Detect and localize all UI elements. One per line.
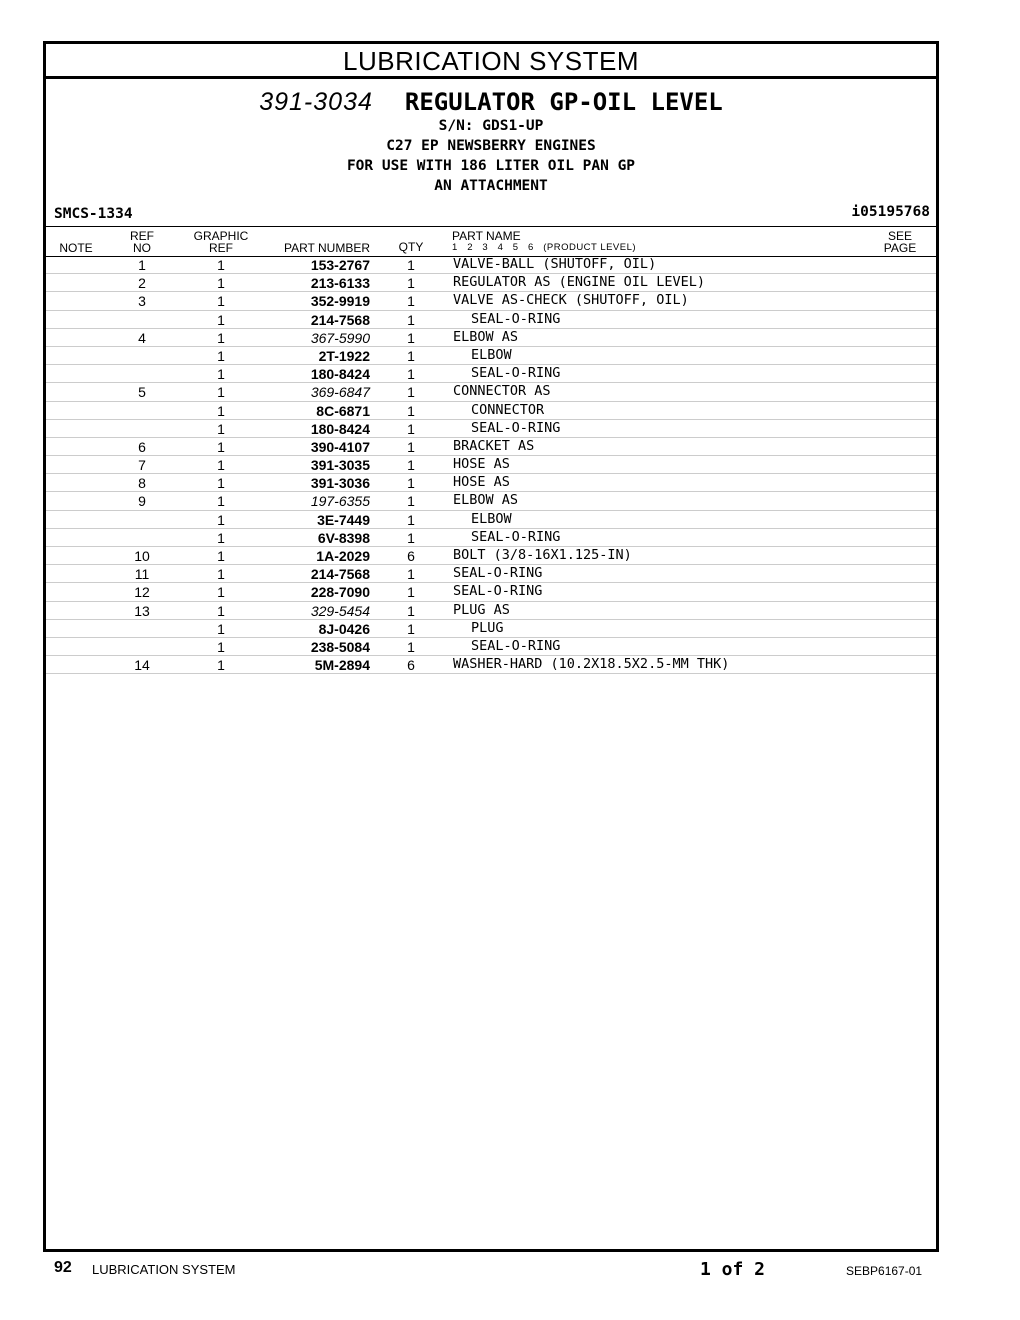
qty: 1 [407, 420, 415, 437]
table-row [46, 420, 936, 438]
table-row [46, 402, 936, 420]
ref-no: 10 [134, 548, 150, 564]
table-row [46, 274, 936, 292]
table-row [46, 602, 936, 620]
part-number: 3E-7449 [317, 511, 370, 528]
part-name: SEAL-O-RING [471, 365, 561, 382]
part-number: 391-3035 [310, 457, 370, 474]
graphic-ref: 1 [217, 457, 225, 474]
graphic-ref: 1 [217, 511, 225, 528]
part-number: 391-3036 [310, 475, 370, 492]
part-name: SEAL-O-RING [453, 565, 543, 582]
qty: 1 [407, 566, 415, 583]
section-title: LUBRICATION SYSTEM [46, 44, 936, 79]
id-row [46, 204, 936, 224]
ref-no: 1 [138, 257, 146, 273]
table-row [46, 620, 936, 638]
part-number: 8J-0426 [318, 620, 370, 637]
qty: 1 [407, 584, 415, 601]
part-name: SEAL-O-RING [471, 528, 561, 545]
graphic-ref: 1 [217, 420, 225, 437]
table-row [46, 292, 936, 310]
qty: 1 [407, 257, 415, 273]
table-row [46, 583, 936, 601]
ref-no: 14 [134, 657, 150, 674]
qty: 1 [407, 347, 415, 364]
part-number: 5M-2894 [314, 657, 370, 674]
part-name: SEAL-O-RING [471, 637, 561, 654]
graphic-ref: 1 [217, 329, 225, 346]
part-number: 238-5084 [310, 638, 370, 655]
table-row [46, 511, 936, 529]
table-row [46, 474, 936, 492]
footer-section-title: LUBRICATION SYSTEM [92, 1262, 236, 1277]
col-note: NOTE [59, 241, 93, 255]
qty: 6 [407, 548, 415, 564]
table-row [46, 438, 936, 456]
part-number: 214-7568 [310, 566, 370, 583]
qty: 1 [407, 329, 415, 346]
part-number: 8C-6871 [316, 402, 370, 419]
graphic-ref: 1 [217, 493, 225, 510]
col-part-number: PART NUMBER [283, 241, 370, 255]
graphic-ref: 1 [217, 529, 225, 546]
ref-no: 8 [138, 475, 146, 492]
part-name: PLUG AS [453, 601, 510, 618]
part-number: 2T-1922 [318, 347, 370, 364]
part-name: ELBOW AS [453, 328, 519, 345]
part-name: ELBOW [471, 346, 512, 363]
ref-no: 4 [138, 329, 146, 346]
part-number: 180-8424 [310, 366, 370, 383]
group-title [46, 88, 936, 116]
smcs-code: SMCS-1334 [54, 206, 133, 222]
part-number: 197-6355 [310, 493, 370, 510]
part-number: 369-6847 [310, 384, 370, 401]
part-number: 180-8424 [310, 420, 370, 437]
part-name: SEAL-O-RING [471, 310, 561, 327]
part-name: PLUG [471, 619, 504, 636]
engine-line: C27 EP NEWSBERRY ENGINES [386, 138, 596, 154]
ref-no: 5 [138, 384, 146, 401]
ref-no: 12 [134, 584, 150, 601]
part-number: 213-6133 [310, 275, 370, 292]
col-part-name: PART NAME [452, 229, 521, 243]
part-number: 1A-2029 [316, 548, 370, 564]
part-number: 228-7090 [310, 584, 370, 601]
ref-no: 9 [138, 493, 146, 510]
part-name: ELBOW [471, 510, 512, 527]
graphic-ref: 1 [217, 620, 225, 637]
part-name: CONNECTOR AS [453, 383, 551, 400]
graphic-ref: 1 [217, 257, 225, 273]
col-ref-top: REF [130, 229, 154, 243]
col-graphic-bottom: REF [209, 241, 233, 255]
part-name: SEAL-O-RING [471, 419, 561, 436]
table-row [46, 656, 936, 674]
qty: 1 [407, 529, 415, 546]
graphic-ref: 1 [217, 366, 225, 383]
qty: 1 [407, 384, 415, 401]
ref-no: 6 [138, 438, 146, 455]
qty: 1 [407, 275, 415, 292]
qty: 1 [407, 366, 415, 383]
table-row [46, 565, 936, 583]
attachment-line: AN ATTACHMENT [434, 178, 548, 194]
serial-line: S/N: GDS1-UP [438, 118, 544, 134]
qty: 6 [407, 657, 415, 674]
part-number: 390-4107 [310, 438, 370, 455]
table-row [46, 456, 936, 474]
table-row [46, 365, 936, 383]
part-number: 352-9919 [310, 293, 370, 310]
usage-line: FOR USE WITH 186 LITER OIL PAN GP [346, 158, 636, 174]
graphic-ref: 1 [217, 275, 225, 292]
table-row [46, 347, 936, 365]
qty: 1 [407, 311, 415, 328]
ref-no: 7 [138, 457, 146, 474]
graphic-ref: 1 [217, 347, 225, 364]
qty: 1 [407, 493, 415, 510]
page-frame [43, 41, 939, 1252]
graphic-ref: 1 [217, 584, 225, 601]
graphic-ref: 1 [217, 311, 225, 328]
graphic-ref: 1 [217, 548, 225, 564]
graphic-ref: 1 [217, 438, 225, 455]
graphic-ref: 1 [217, 566, 225, 583]
ref-no: 3 [138, 293, 146, 310]
graphic-ref: 1 [217, 657, 225, 674]
part-name: HOSE AS [453, 474, 510, 491]
table-row [46, 329, 936, 347]
part-name: CONNECTOR [471, 401, 545, 418]
part-number: 329-5454 [310, 602, 370, 619]
part-number: 214-7568 [310, 311, 370, 328]
part-name: SEAL-O-RING [453, 583, 543, 600]
col-product-level: 1 2 3 4 5 6 (PRODUCT LEVEL) [452, 242, 637, 253]
part-name: BRACKET AS [453, 437, 535, 454]
table-row [46, 256, 936, 274]
table-row [46, 638, 936, 656]
part-name: REGULATOR AS (ENGINE OIL LEVEL) [453, 274, 705, 291]
page-number: 92 [54, 1259, 72, 1276]
page-footer [0, 1256, 1020, 1286]
part-name: WASHER-HARD (10.2X18.5X2.5-MM THK) [453, 656, 730, 673]
qty: 1 [407, 638, 415, 655]
page-of: 1 of 2 [700, 1259, 766, 1280]
parts-table [46, 256, 936, 674]
qty: 1 [407, 602, 415, 619]
table-row [46, 492, 936, 510]
part-number: 153-2767 [310, 257, 370, 273]
col-see-bottom: PAGE [883, 241, 917, 255]
group-part-number: 391-3034 [259, 88, 373, 116]
graphic-ref: 1 [217, 402, 225, 419]
table-row [46, 383, 936, 401]
qty: 1 [407, 511, 415, 528]
group-name: REGULATOR GP-OIL LEVEL [404, 88, 723, 116]
part-number: 6V-8398 [317, 529, 370, 546]
graphic-ref: 1 [217, 638, 225, 655]
graphic-ref: 1 [217, 475, 225, 492]
table-row [46, 529, 936, 547]
part-number: 367-5990 [310, 329, 370, 346]
graphic-ref: 1 [217, 602, 225, 619]
col-ref-bottom: NO [133, 241, 151, 255]
qty: 1 [407, 475, 415, 492]
qty: 1 [407, 457, 415, 474]
part-name: HOSE AS [453, 456, 510, 473]
qty: 1 [407, 402, 415, 419]
graphic-ref: 1 [217, 384, 225, 401]
graphic-ref: 1 [217, 293, 225, 310]
qty: 1 [407, 438, 415, 455]
illustration-id: i05195768 [851, 204, 930, 220]
qty: 1 [407, 620, 415, 637]
part-name: VALVE AS-CHECK (SHUTOFF, OIL) [453, 292, 689, 309]
qty: 1 [407, 293, 415, 310]
ref-no: 11 [134, 566, 150, 583]
col-graphic-top: GRAPHIC [193, 229, 249, 243]
table-row [46, 547, 936, 565]
ref-no: 13 [134, 602, 150, 619]
ref-no: 2 [138, 275, 146, 292]
part-name: VALVE-BALL (SHUTOFF, OIL) [453, 256, 657, 272]
part-name: ELBOW AS [453, 492, 519, 509]
group-header [46, 88, 936, 196]
table-row [46, 311, 936, 329]
part-name: BOLT (3/8-16X1.125-IN) [453, 547, 632, 563]
book-number: SEBP6167-01 [846, 1264, 923, 1278]
col-qty: QTY [398, 240, 424, 254]
table-header [46, 226, 936, 257]
col-see-top: SEE [887, 229, 912, 243]
